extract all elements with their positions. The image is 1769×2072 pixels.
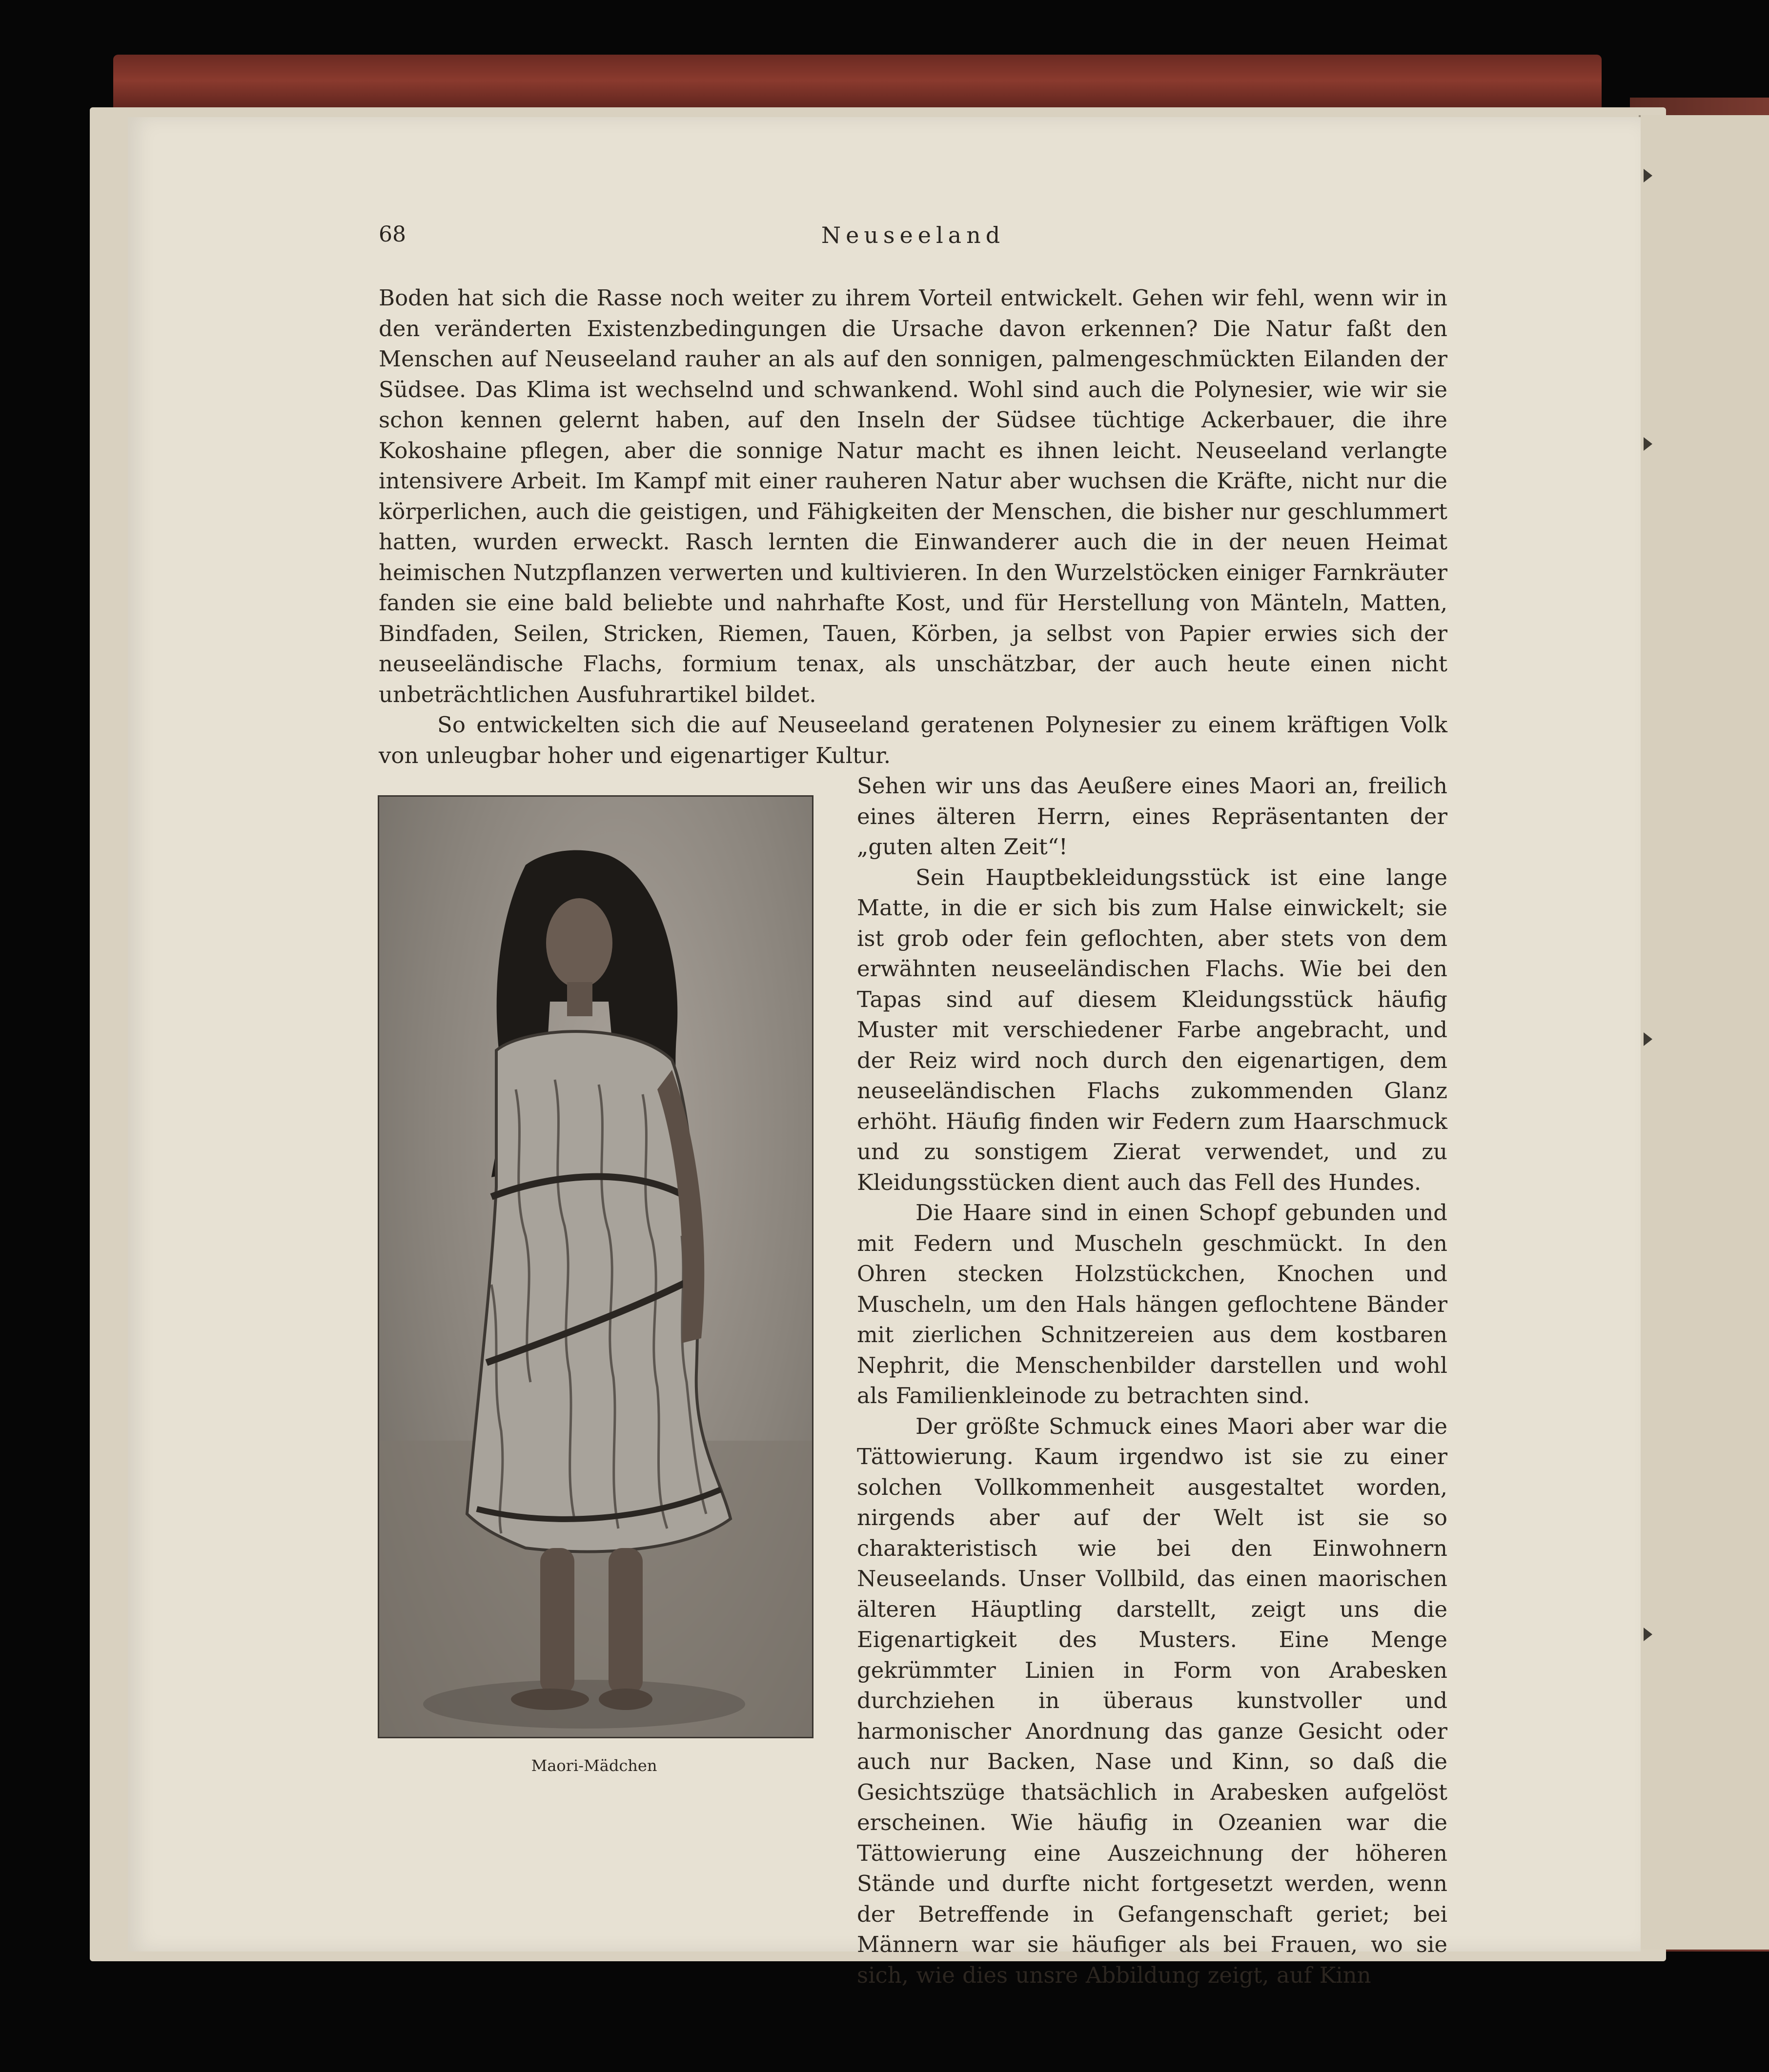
paragraph: Der größte Schmuck eines Maori aber war die Tättowierung. Kaum irgendwo ist sie zu einer solchen Vollkommenheit ausgestaltet worden, nirgends aber auf der Welt ist sie so charakteristisch wie bei den Einwohnern Neuseelands. Unser Vollbild, das einen maorischen älteren Häuptling darstellt, zeigt uns die Eigenartigkeit des Musters. Eine Menge gekrümmter Linien in Form von Arabesken durchziehen in überaus kunstvoller und harmonischer Anordnung das ganze Gesicht oder auch nur Backen, Nase und Kinn, so daß die Gesichtszüge thatsächlich in Arabesken aufgelöst erscheinen. Wie häufig in Ozeanien war die Tättowierung eine Auszeichnung der höheren Stände und durfte nicht fortgesetzt werden, wenn der Betreffende in Gefangenschaft geriet; bei Männern war sie häufiger als bei Frauen, wo sie sich, wie dies unsre Abbildung zeigt, auf Kinn (857, 1413, 1447, 1988)
page-tab-mark (1644, 1032, 1652, 1046)
paragraph: Die Haare sind in einen Schopf gebunden und mit Federn und Muscheln geschmückt. In den Ohren stecken Holzstückchen, Knochen und Muscheln, um den Hals hängen geflochtene Bänder mit zierlichen Schnitzereien aus dem kostbaren Nephrit, die Menschenbilder darstellen und wohl als Familienkleinode zu betrachten sind. (857, 1200, 1447, 1408)
body-text-right-column (857, 771, 1447, 1991)
page-tab-mark (1644, 437, 1652, 451)
page-tab-mark (1644, 169, 1652, 182)
running-title: Neuseeland (821, 222, 1005, 248)
page-number: 68 (379, 222, 406, 247)
book-cover-top-edge (113, 55, 1602, 112)
page-tab-mark (1644, 1628, 1652, 1641)
paragraph: So entwickelten sich die auf Neuseeland geratenen Polynesier zu einem kräftigen Volk von unleugbar hoher und eigenartiger Kultur. (379, 712, 1447, 768)
maori-girl-photo (378, 795, 813, 1738)
paragraph: Boden hat sich die Rasse noch weiter zu ihrem Vorteil entwickelt. Gehen wir fehl, wenn wir in den veränderten Existenzbedingungen die Ursache davon erkennen? Die Natur faßt den Menschen auf Neuseeland rauher an als auf den sonnigen, palmengeschmückten Eilanden der Südsee. Das Klima ist wechselnd und schwankend. Wohl sind auch die Polynesier, wie wir sie schon kennen gelernt haben, auf den Inseln der Südsee tüchtige Ackerbauer, die ihre Kokoshaine pflegen, aber die sonnige Natur macht es ihnen leicht. Neuseeland verlangte intensivere Arbeit. Im Kampf mit einer rauheren Natur aber wuchsen die Kräfte, nicht nur die körperlichen, auch die geistigen, und Fähigkeiten der Menschen, die bisher nur geschlummert hatten, wurden erweckt. Rasch lernten die Einwanderer auch die in der neuen Heimat heimischen Nutzpflanzen verwerten und kultivieren. In den Wurzelstöcken einiger Farnkräuter fanden sie eine bald beliebte und nahrhafte Kost, und für Herstellung von Mänteln, Matten, Bindfaden, Seilen, Stricken, Riemen, Tauen, Körben, ja selbst von Papier erwies sich der neuseeländische Flachs, formium tenax, als unschätzbar, der auch heute einen nicht unbeträchtlichen Ausfuhrartikel bildet. (379, 285, 1447, 707)
facing-page-edge (1639, 115, 1769, 1950)
page-header (379, 222, 1447, 251)
paragraph: Sehen wir uns das Aeußere eines Maori an, freilich eines älteren Herrn, eines Repräsentanten der „guten alten Zeit“! (857, 773, 1447, 860)
figure-caption: Maori-Mädchen (531, 1756, 657, 1775)
paragraph: Sein Hauptbekleidungsstück ist eine lange Matte, in die er sich bis zum Halse einwickelt; sie ist grob oder fein geflochten, aber stets von dem erwähnten neuseeländischen Flachs. Wie bei den Tapas sind auf diesem Kleidungsstück häufig Muster mit verschiedener Farbe angebracht, und der Reiz wird noch durch den eigenartigen, dem neuseeländischen Flachs zukommenden Glanz erhöht. Häufig finden wir Federn zum Haarschmuck und zu sonstigem Zierat verwendet, und zu Kleidungsstücken dient auch das Fell des Hundes. (857, 864, 1447, 1195)
body-text-full-width (379, 283, 1447, 771)
